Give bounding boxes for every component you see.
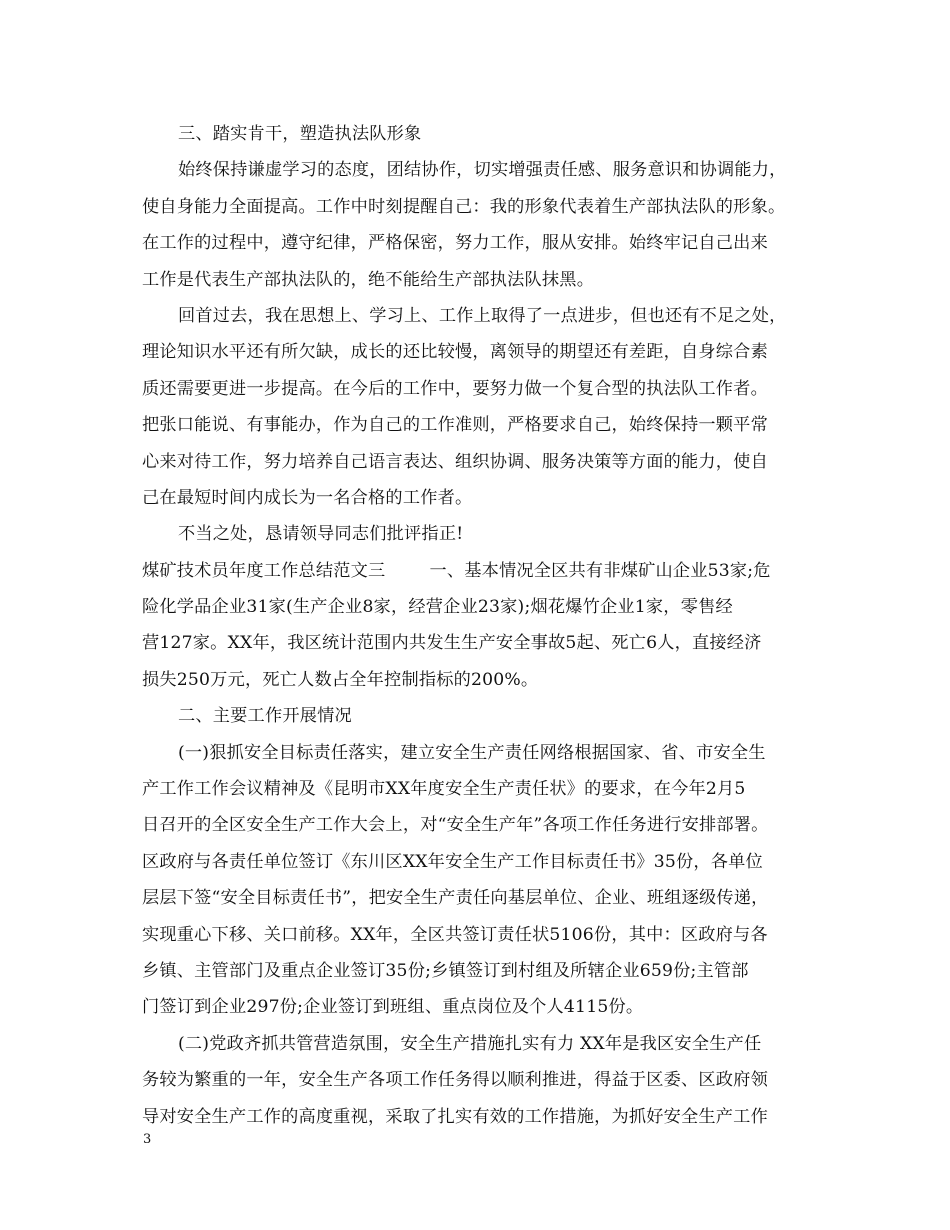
paragraph-line: 日召开的全区安全生产工作大会上，对“安全生产年”各项工作任务进行安排部署。 — [142, 815, 769, 836]
paragraph-line: 使自身能力全面提高。工作中时刻提醒自己：我的形象代表着生产部执法队的形象。 — [142, 196, 786, 217]
paragraph-line: 产工作工作会议精神及《昆明市XX年度安全生产责任状》的要求，在今年2月5 — [142, 779, 746, 800]
paragraph-line: 心来对待工作，努力培养自己语言表达、组织协调、服务决策等方面的能力，使自 — [142, 451, 768, 472]
paragraph-line: 己在最短时间内成长为一名合格的工作者。 — [142, 487, 473, 508]
paragraph-line: (一)狠抓安全目标责任落实，建立安全生产责任网络根据国家、省、市安全生 — [178, 742, 766, 763]
paragraph-line: 始终保持谦虚学习的态度，团结协作，切实增强责任感、服务意识和协调能力， — [178, 160, 787, 181]
paragraph-line: 在工作的过程中，遵守纪律，严格保密，努力工作，服从安排。始终牢记自己出来 — [142, 233, 768, 254]
paragraph-line: (二)党政齐抓共管营造氛围，安全生产措施扎实有力 XX年是我区安全生产任 — [178, 1033, 762, 1054]
section-heading: 三、踏实肯干，塑造执法队形象 — [178, 124, 422, 144]
paragraph-line: 门签订到企业297份;企业签订到班组、重点岗位及个人4115份。 — [142, 997, 644, 1018]
paragraph-line: 不当之处，恳请领导同志们批评指正! — [178, 524, 464, 545]
document-body — [142, 116, 812, 1135]
paragraph-line: 区政府与各责任单位签订《东川区XX年安全生产工作目标责任书》35份，各单位 — [142, 851, 763, 872]
paragraph-line: 营127家。XX年，我区统计范围内共发生生产安全事故5起、死亡6人，直接经济 — [142, 633, 762, 654]
article-first-text: 一、基本情况全区共有非煤矿山企业53家;危 — [429, 560, 771, 581]
paragraph-line: 损失250万元，死亡人数占全年控制指标的200%。 — [142, 669, 539, 690]
paragraph-line: 质还需要更进一步提高。在今后的工作中，要努力做一个复合型的执法队工作者。 — [142, 378, 768, 399]
section-heading: 二、主要工作开展情况 — [178, 706, 352, 727]
paragraph-line: 导对安全生产工作的高度重视，采取了扎实有效的工作措施，为抓好安全生产工作 — [142, 1106, 768, 1127]
article-title-line — [142, 553, 812, 589]
paragraph-line: 把张口能说、有事能办，作为自己的工作准则，严格要求自己，始终保持一颗平常 — [142, 415, 768, 436]
paragraph-line: 险化学品企业31家(生产企业8家，经营企业23家);烟花爆竹企业1家，零售经 — [142, 597, 733, 618]
paragraph-line: 务较为繁重的一年，安全生产各项工作任务得以顺利推进，得益于区委、区政府领 — [142, 1070, 768, 1091]
paragraph-line: 乡镇、主管部门及重点企业签订35份;乡镇签订到村组及所辖企业659份;主管部 — [142, 960, 749, 981]
page-number: 3 — [143, 1132, 152, 1147]
paragraph-line: 层层下签“安全目标责任书”，把安全生产责任向基层单位、企业、班组逐级传递， — [142, 888, 769, 909]
paragraph-line: 理论知识水平还有所欠缺，成长的还比较慢，离领导的期望还有差距，自身综合素 — [142, 342, 768, 363]
paragraph-line: 工作是代表生产部执法队的，绝不能给生产部执法队抹黑。 — [142, 269, 595, 290]
paragraph-line: 实现重心下移、关口前移。XX年，全区共签订责任状5106份，其中：区政府与各 — [142, 924, 768, 945]
article-title: 煤矿技术员年度工作总结范文三 — [142, 560, 386, 581]
paragraph-line: 回首过去，我在思想上、学习上、工作上取得了一点进步，但也还有不足之处， — [178, 305, 787, 326]
